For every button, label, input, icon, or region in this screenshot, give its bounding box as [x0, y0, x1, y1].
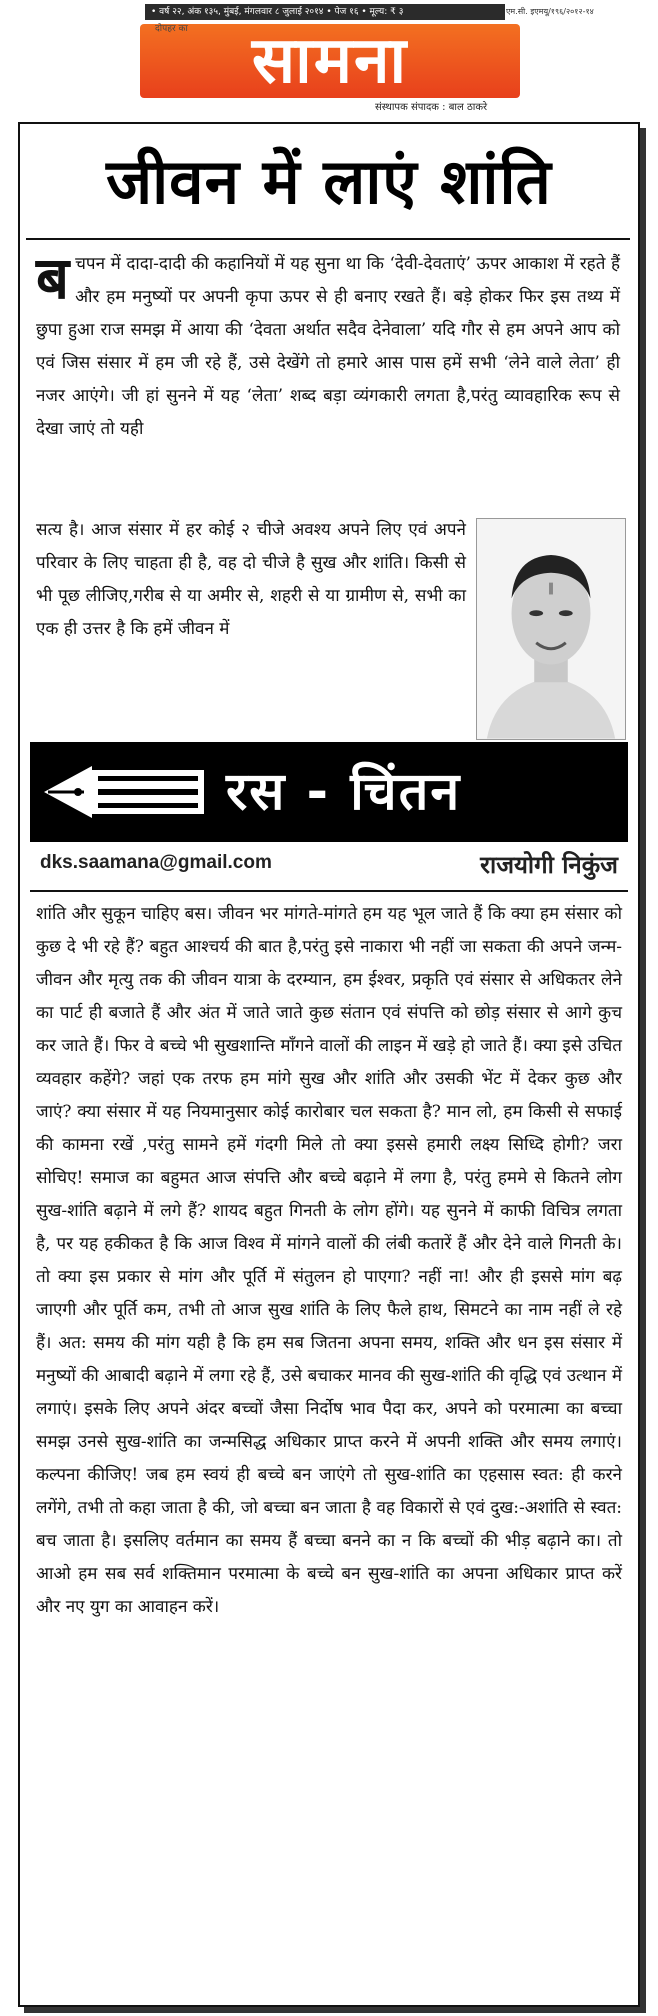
- masthead: [0, 0, 658, 118]
- byline-divider: [30, 890, 628, 892]
- article-intro: [36, 244, 620, 446]
- headline-divider: [26, 238, 630, 240]
- masthead-topline: • वर्ष २२, अंक १३५, मुंबई, मंगलवार ८ जुलाई २०१४ • पेज १६ • मूल्य: ₹ ३: [145, 4, 505, 20]
- byline: [30, 846, 628, 886]
- masthead-editor: संस्थापक संपादक : बाल ठाकरे: [375, 102, 488, 113]
- author-photo: [476, 518, 626, 740]
- author-name: राजयोगी निकुंज: [480, 851, 618, 879]
- author-email: dks.saamana@gmail.com: [40, 852, 272, 873]
- drop-cap: ब: [36, 244, 70, 312]
- column-banner: [30, 742, 628, 842]
- logo-text: सामना: [251, 24, 409, 98]
- article-headline: जीवन में लाएं शांति: [106, 145, 552, 218]
- author-portrait-icon: [477, 519, 625, 739]
- masthead-registration: एम.सी. इएमयू/१९६/२०१२-१४: [506, 7, 594, 16]
- pen-nib-icon: [44, 754, 204, 830]
- article-body: शांति और सुकून चाहिए बस। जीवन भर मांगते-मांगते हम यह भूल जाते हैं कि क्या हम संसार को कुछ दे भी रहे हैं? बहुत आश्चर्य की बात है,परंतु इसे नाकारा भी नहीं जा सकता की अपने जन्म-जीवन और मृत्यु तक की जीवन यात्रा के दरम्यान, हम ईश्वर, प्रकृति एवं संसार से अधिकतर लेने का पार्ट ही बजाते हैं और अंत में जाते जाते कुछ संतान एवं संपत्ति को छोड़ संसार से आगे कुच कर जाते हैं। फिर वे बच्चे भी सुखशान्ति माँगने वालों की लाइन में खड़े हो जाते हैं। क्या इसे उचित व्यवहार कहेंगे? जहां एक तरफ हम मांगे सुख और शांति और उसकी भेंट में देकर कुछ और जाएं? क्या संसार में यह नियमानुसार कोई कारोबार चल सकता है? मान लो, हम किसी से सफाई की कामना रखें ,परंतु सामने हमें गंदगी मिले तो क्या इससे हमारी लक्ष्य सिध्दि होगी? जरा सोचिए! समाज का बहुमत आज संपत्ति और बच्चे बढ़ाने में लगा है, परंतु हममे से कितने लोग सुख-शांति बढ़ाने में लगे हैं? शायद बहुत गिनती के लोग होंगे। यह सुनने में काफी विचित्र लगता है, पर यह हकीकत है कि आज विश्व में मांगने वालों की लंबी कतारें हैं और देने वाले गिनती के। तो क्या इस प्रकार से मांग और पूर्ति में संतुलन हो पाएगा? नहीं ना! और ही इससे मांग बढ़ जाएगी और पूर्ति कम, तभी तो आज सुख शांति के लिए फैले हाथ, सिमटने का नाम नहीं ले रहे हैं। अत: समय की मांग यही है कि हम सब जितना अपना समय, शक्ति और धन इस संसार में मनुष्यों की आबादी बढ़ाने में लगा रहे हैं, उसे बचाकर मानव की सुख-शांति की वृद्धि एवं उत्थान में लगाएं। इसके लिए अपने अंदर बच्चों जैसा निर्दोष भाव पैदा कर, अपने को परमात्मा का बच्चा समझ उनसे सुख-शांति का जन्मसिद्ध अधिकार प्राप्त करने में अपनी शक्ति और समय लगाएं। कल्पना कीजिए! जब हम स्वयं ही बच्चे बन जाएंगे तो सुख-शांति का एहसास स्वत: ही करने लगेंगे, तभी तो कहा जाता है की, जो बच्चा बन जाता है वह विकारों से एवं दुख:-अशांति से स्वत: बच जाता है। इसलिए वर्तमान का समय हैं बच्चा बनने का न कि बच्चों की भीड़ बढ़ाने का। तो आओ हम सब सर्व शक्तिमान परमात्मा के बच्चे बन सुख-शांति का अपना अधिकार प्राप्त करें और नए युग का आवाहन करें।: [36, 904, 622, 1617]
- masthead-prefix: दोपहर का: [155, 24, 188, 34]
- column-title: रस - चिंतन: [226, 762, 462, 822]
- intro-text: चपन में दादा-दादी की कहानियों में यह सुना था कि ‘देवी-देवताएं’ ऊपर आकाश में रहते हैं और हम मनुष्यों पर अपनी कृपा ऊपर से ही बनाए रखते हैं। बड़े होकर फिर इस तथ्य में छुपा हुआ राज समझ में आया की ‘देवता अर्थात सदैव देनेवाला’ यदि गौर से हम अपने आप को एवं जिस संसार में हम जी रहे हैं, उसे देखेंगे तो हमारे आस पास हमें सभी ‘लेने वाले लेता’ ही नजर आएंगे। जी हां सुनने में यह ‘लेता’ शब्द बड़ा व्यंगकारी लगता है,परंतु व्यावहारिक रूप से देखा जाएं तो यही: [36, 254, 620, 439]
- article-narrow-text: सत्य है। आज संसार में हर कोई २ चीजे अवश्य अपने लिए एवं अपने परिवार के लिए चाहता ही है, वह दो चीजे है सुख और शांति। किसी से भी पूछ लीजिए,गरीब से या अमीर से, शहरी से या ग्रामीण से, सभी का एक ही उत्तर है कि हमें जीवन में: [36, 520, 466, 639]
- saamana-logo: [140, 24, 520, 98]
